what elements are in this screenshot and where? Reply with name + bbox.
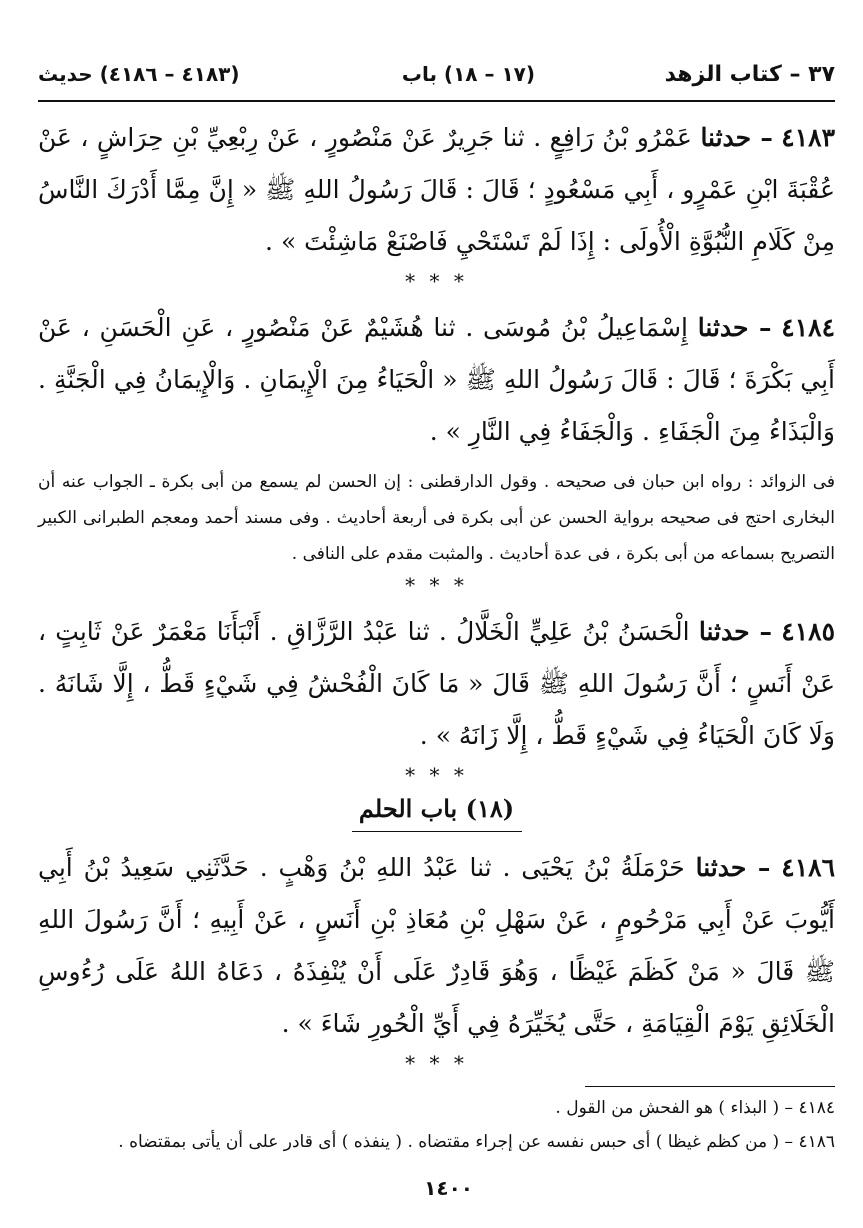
- page-number: ١٤٠٠: [424, 1176, 473, 1200]
- running-header: [38, 56, 835, 102]
- hadith-lead: – حدثنا: [697, 313, 772, 342]
- footnote: ٤١٨٤ – ( البذاء ) هو الفحش من القول .: [555, 1098, 835, 1118]
- hadith-text: عَمْرُو بْنُ رَافِعٍ . ثنا جَرِيرٌ عَنْ مَنْصُورٍ ، عَنْ رِبْعِيِّ بْنِ حِرَاشٍ ، عَنْ عُقْبَةَ ابْنِ عَمْرٍو ، أَبِي مَسْعُودٍ ؛ قَالَ : قَالَ رَسُولُ اللهِ ﷺ « إِنَّ مِمَّا أَدْرَكَ النَّاسُ مِنْ كَلَامِ النُّبُوَّةِ الْأُولَى : إِذَا لَمْ تَسْتَحْيِ فَاصْنَعْ مَاشِئْتَ » .: [38, 123, 835, 256]
- hadith-number: ٤١٨٣: [781, 123, 836, 152]
- document-page: [38, 56, 835, 1228]
- hadith-lead: – حدثنا: [700, 123, 773, 152]
- hadith-text: الْحَسَنُ بْنُ عَلِيٍّ الْخَلَّالُ . ثنا عَبْدُ الرَّزَّاقِ . أَنْبَأَنَا مَعْمَرٌ عَنْ ثَابِتٍ ، عَنْ أَنَسٍ ؛ أَنَّ رَسُولَ اللهِ ﷺ قَالَ « مَا كَانَ الْفُحْشُ فِي شَيْءٍ قَطُّ ، إِلَّا شَانَهُ . وَلَا كَانَ الْحَيَاءُ فِي شَيْءٍ قَطُّ ، إِلَّا زَانَهُ » .: [38, 617, 835, 750]
- hadith-text: إِسْمَاعِيلُ بْنُ مُوسَى . ثنا هُشَيْمٌ عَنْ مَنْصُورٍ ، عَنِ الْحَسَنِ ، عَنْ أَبِي بَكْرَةَ ؛ قَالَ : قَالَ رَسُولُ اللهِ ﷺ « الْحَيَاءُ مِنَ الْإِيمَانِ . وَالْإِيمَانُ فِي الْجَنَّةِ . وَالْبَذَاءُ مِنَ الْجَفَاءِ . وَالْجَفَاءُ فِي النَّارِ » .: [38, 313, 835, 446]
- hadith-number: ٤١٨٦: [781, 853, 836, 882]
- footnote-rule: [585, 1086, 835, 1087]
- separator: * * *: [405, 573, 468, 597]
- hadith-4186: [38, 842, 835, 1050]
- hadith-number: ٤١٨٤: [781, 313, 836, 342]
- zawaid-commentary: فى الزوائد : رواه ابن حبان فى صحيحه . وقول الدارقطنى : إن الحسن لم يسمع من أبى بكرة ـ الجواب عنه أن البخارى احتج فى صحيحه برواية الحسن عن أبى بكرة فى أربعة أحاديث . وفى مسند أحمد ومعجم الطبرانى الكبير التصريح بسماعه من أبى بكرة ، فى عدة أحاديث . والمثبت مقدم على النافى .: [38, 472, 835, 564]
- header-hadith-range: (٤١٨٣ – ٤١٨٦) حديث: [38, 62, 240, 86]
- hadith-lead: – حدثنا: [695, 853, 771, 882]
- footnotes: [38, 1091, 835, 1159]
- header-page-book: ٣٧ – كتاب الزهد: [664, 62, 835, 87]
- separator: * * *: [405, 1051, 468, 1075]
- hadith-lead: – حدثنا: [698, 617, 773, 646]
- header-chapter-range: (١٧ – ١٨) باب: [401, 62, 535, 86]
- hadith-4183: [38, 112, 835, 268]
- separator: * * *: [405, 763, 468, 787]
- hadith-number: ٤١٨٥: [781, 617, 835, 646]
- chapter-title: (١٨) باب الحلم: [352, 794, 522, 832]
- separator: * * *: [405, 269, 468, 293]
- hadith-4185: [38, 606, 835, 762]
- hadith-text: حَرْمَلَةُ بْنُ يَحْيَى . ثنا عَبْدُ اللهِ بْنُ وَهْبٍ . حَدَّثَنِي سَعِيدُ بْنُ أَبِي أَيُّوبَ عَنْ أَبِي مَرْحُومٍ ، عَنْ سَهْلِ بْنِ مُعَاذِ بْنِ أَنَسٍ ، عَنْ أَبِيهِ ؛ أَنَّ رَسُولَ اللهِ ﷺ قَالَ « مَنْ كَظَمَ غَيْظًا ، وَهُوَ قَادِرٌ عَلَى أَنْ يُنْفِذَهُ ، دَعَاهُ اللهُ عَلَى رُءُوسِ الْخَلَائِقِ يَوْمَ الْقِيَامَةِ ، حَتَّى يُخَيِّرَهُ فِي أَيِّ الْحُورِ شَاءَ » .: [38, 853, 835, 1038]
- hadith-4184: [38, 302, 835, 458]
- footnote: ٤١٨٦ – ( من كظم غيظا ) أى حبس نفسه عن إجراء مقتضاه . ( ينفذه ) أى قادر على أن يأتى بمقتضاه .: [118, 1132, 835, 1152]
